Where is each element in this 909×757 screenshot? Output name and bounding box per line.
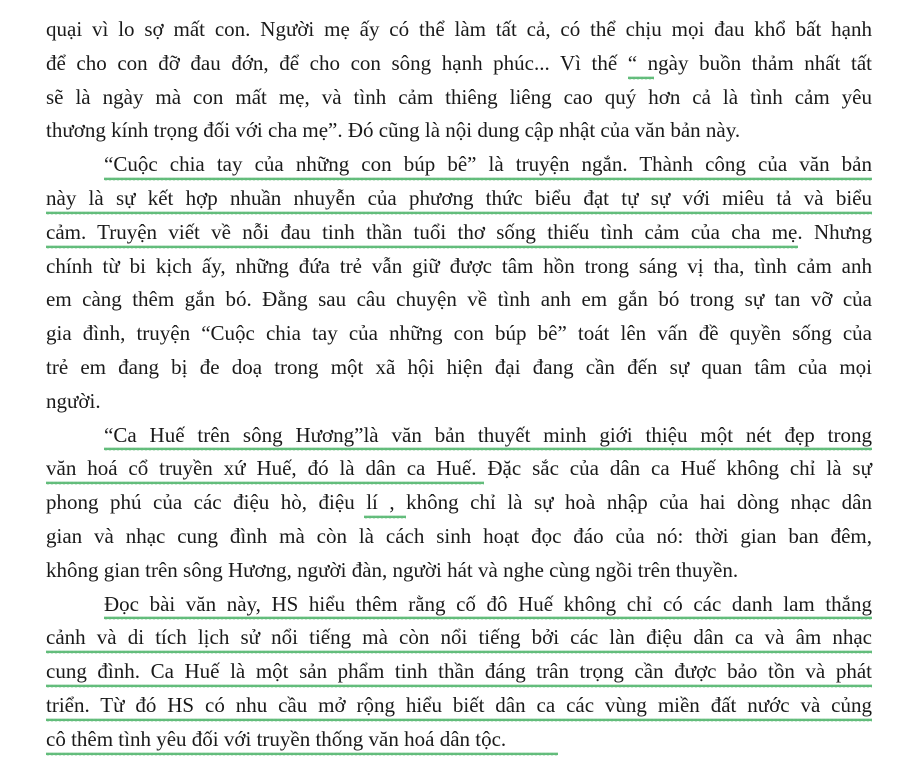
line-text: phong phú của các điệu hò, điệu lí , không chỉ là sự hoà nhập của hai dòng nhạc dân xyxy=(46,490,872,515)
line-text: thương kính trọng đối với cha mẹ”. Đó cũng là nội dung cập nhật của văn bản này. xyxy=(46,118,741,143)
line-text: sẽ là ngày mà con mất mẹ, và tình cảm thiêng liêng cao quý hơn cả là tình cảm yêu xyxy=(46,84,872,109)
line-text: người. xyxy=(46,388,101,413)
text-line xyxy=(46,216,872,250)
line-text: cung đình. Ca Huế là một sản phẩm tinh thần đáng trân trọng cần được bảo tồn và phát xyxy=(46,659,872,684)
text-line xyxy=(46,486,872,520)
line-text: triển. Từ đó HS có nhu cầu mở rộng hiểu biết dân ca các vùng miền đất nước và củng xyxy=(46,692,872,717)
line-text: em càng thêm gắn bó. Đằng sau câu chuyện về tình anh em gắn bó trong sự tan vỡ của xyxy=(46,287,872,312)
line-text: “Cuộc chia tay của những con búp bê” là truyện ngắn. Thành công của văn bản xyxy=(104,152,872,177)
document-body xyxy=(46,13,872,757)
line-text: này là sự kết hợp nhuần nhuyễn của phương thức biểu đạt tự sự với miêu tả và biểu xyxy=(46,185,872,210)
grammar-underline xyxy=(46,650,872,654)
line-text: gia đình, truyện “Cuộc chia tay của những con búp bê” toát lên vấn đề quyền sống của xyxy=(46,321,872,346)
line-text: không gian trên sông Hương, người đàn, người hát và nghe cùng ngồi trên thuyền. xyxy=(46,557,739,582)
grammar-underline xyxy=(104,616,872,620)
text-line xyxy=(46,554,872,588)
text-line xyxy=(46,452,872,486)
line-text: chính từ bi kịch ấy, những đứa trẻ vẫn giữ được tâm hồn trong sáng vị tha, tình cảm anh xyxy=(46,253,872,278)
line-text: “Ca Huế trên sông Hương”là văn bản thuyết minh giới thiệu một nét đẹp trong xyxy=(104,422,872,447)
grammar-underline xyxy=(46,752,558,756)
grammar-underline xyxy=(104,177,872,181)
text-line xyxy=(46,621,872,655)
line-text: văn hoá cổ truyền xứ Huế, đó là dân ca Huế. Đặc sắc của dân ca Huế không chỉ là sự xyxy=(46,456,872,481)
text-line xyxy=(46,689,872,723)
line-text: cô thêm tình yêu đối với truyền thống văn hoá dân tộc. xyxy=(46,726,507,751)
text-line xyxy=(46,723,872,757)
text-line xyxy=(46,114,872,148)
line-text: cảm. Truyện viết về nỗi đau tinh thần tuổi thơ sống thiếu tình cảm của cha mẹ. Nhưng xyxy=(46,219,872,244)
line-text: Đọc bài văn này, HS hiểu thêm rằng cố đô Huế không chỉ có các danh lam thắng xyxy=(104,591,872,616)
text-line xyxy=(46,13,872,47)
text-line xyxy=(46,250,872,284)
grammar-underline xyxy=(46,718,872,722)
text-line xyxy=(46,317,872,351)
grammar-underline xyxy=(46,481,484,485)
grammar-underline xyxy=(46,211,872,215)
line-text: quại vì lo sợ mất con. Người mẹ ấy có thể làm tất cả, có thể chịu mọi đau khổ bất hạnh xyxy=(46,17,872,41)
line-text: để cho con đỡ đau đớn, để cho con sông hạnh phúc... Vì thế “ ngày buồn thảm nhất tất xyxy=(46,50,872,75)
text-line xyxy=(46,148,872,182)
text-line xyxy=(46,520,872,554)
grammar-underline xyxy=(104,447,872,451)
text-line xyxy=(46,655,872,689)
text-line xyxy=(46,283,872,317)
text-line xyxy=(46,419,872,453)
grammar-underline xyxy=(364,515,406,519)
line-text: trẻ em đang bị đe doạ trong một xã hội hiện đại đang cần đến sự quan tâm của mọi xyxy=(46,354,872,379)
line-text: gian và nhạc cung đình mà còn là cách sinh hoạt đọc đáo của nó: thời gian ban đêm, xyxy=(46,523,872,548)
text-line xyxy=(46,81,872,115)
grammar-underline xyxy=(46,684,872,688)
text-line xyxy=(46,351,872,385)
line-text: cảnh và di tích lịch sử nổi tiếng mà còn nổi tiếng bởi các làn điệu dân ca và âm nhạc xyxy=(46,625,872,650)
text-line xyxy=(46,385,872,419)
text-line xyxy=(46,588,872,622)
grammar-underline xyxy=(628,76,654,80)
text-line xyxy=(46,182,872,216)
grammar-underline xyxy=(46,245,798,249)
text-line xyxy=(46,47,872,81)
